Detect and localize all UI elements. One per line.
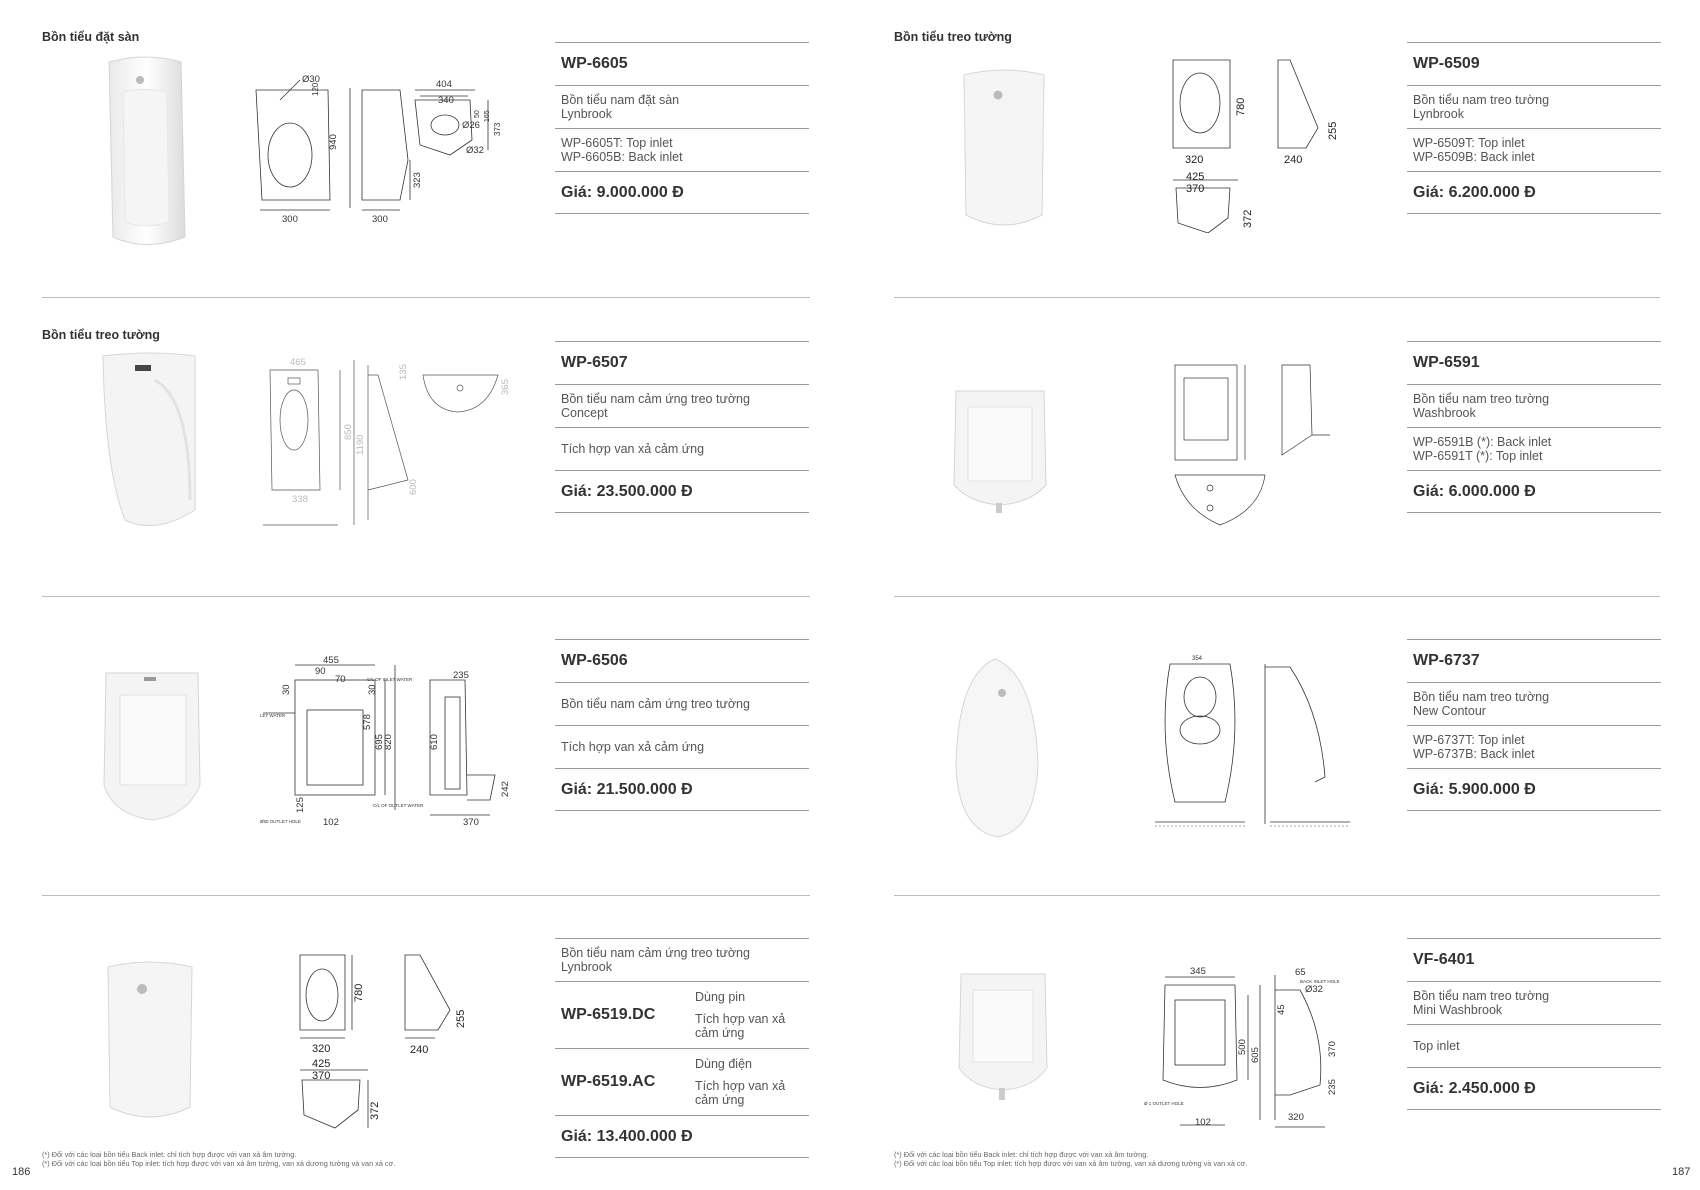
dim-label: 340 xyxy=(438,95,454,106)
dim-label: 600 xyxy=(408,479,419,495)
price: Giá: 23.500.000 Đ xyxy=(555,470,809,513)
row-divider xyxy=(894,297,1660,298)
product-photo-wp6507 xyxy=(95,350,205,535)
inlet-options: WP-6605T: Top inlet WP-6605B: Back inlet xyxy=(555,128,809,171)
dim-label: 940 xyxy=(328,134,339,150)
annotation: Ø 1 OUTLET HOLE xyxy=(1144,1101,1184,1106)
dim-label: 135 xyxy=(398,364,409,380)
product-description: Bồn tiểu nam treo tường Lynbrook xyxy=(1407,85,1661,128)
dim-label: 578 xyxy=(362,714,373,730)
dim-label: 323 xyxy=(412,172,423,188)
dim-label: 90 xyxy=(315,666,326,677)
dim-label: 404 xyxy=(436,79,452,90)
section-title: Bồn tiểu treo tường xyxy=(894,30,1012,44)
dim-label: 235 xyxy=(1327,1079,1338,1095)
dim-label: 610 xyxy=(429,734,440,750)
dim-label: 465 xyxy=(290,357,306,368)
technical-drawing-wp6737 xyxy=(1150,652,1360,832)
dim-label: 125 xyxy=(295,797,306,813)
dim-label: 102 xyxy=(1195,1117,1211,1128)
dim-label: 30 xyxy=(281,684,292,695)
dim-label: 235 xyxy=(453,670,469,681)
footnotes: (*) Đối với các loại bồn tiểu Back inlet: chỉ tích hợp được với van xả âm tường. (*) Đối với các loại bồn tiểu Top inlet: tích hợp được với van xả âm tường, van xả dương tường và van xả cơ. xyxy=(42,1150,396,1168)
dim-label: 370 xyxy=(463,817,479,828)
dim-label: Ø32 xyxy=(1305,984,1323,995)
dim-label: 240 xyxy=(1284,154,1303,166)
section-title: Bồn tiểu treo tường xyxy=(42,328,160,342)
dim-label: 820 xyxy=(383,734,394,750)
row-divider xyxy=(42,895,810,896)
price: Giá: 2.450.000 Đ xyxy=(1407,1067,1661,1110)
model-name: WP-6519.AC xyxy=(561,1073,656,1090)
model-name: WP-6605 xyxy=(555,42,809,85)
technical-drawing-wp6507 xyxy=(258,350,518,540)
product-photo-wp6506 xyxy=(98,665,206,825)
spec-table-wp6591 xyxy=(1407,341,1661,513)
dim-label: 695 xyxy=(374,734,385,750)
product-description: Bồn tiểu nam treo tường New Contour xyxy=(1407,682,1661,725)
spec-table-wp6737 xyxy=(1407,639,1661,811)
price: Giá: 13.400.000 Đ xyxy=(555,1115,809,1158)
variant-feature: Tích hợp van xả cảm ứng xyxy=(695,1079,786,1107)
dim-label: 605 xyxy=(1250,1047,1261,1063)
inlet-options: WP-6509T: Top inlet WP-6509B: Back inlet xyxy=(1407,128,1661,171)
feature: Tích hợp van xả cảm ứng xyxy=(555,725,809,768)
annotation: LET WATER xyxy=(260,713,286,718)
technical-drawing-wp6591 xyxy=(1170,360,1350,535)
technical-drawing-wp6519 xyxy=(290,950,485,1130)
variant-power: Dùng điện xyxy=(695,1057,752,1071)
dim-label: 780 xyxy=(1235,97,1247,116)
model-name: WP-6509 xyxy=(1407,42,1661,85)
product-photo-vf6401 xyxy=(955,968,1051,1103)
model-name: WP-6506 xyxy=(555,639,809,682)
dim-label: 240 xyxy=(410,1044,429,1056)
spec-table-wp6506 xyxy=(555,639,809,811)
technical-drawing-wp6509 xyxy=(1168,58,1348,233)
dim-label: 425 xyxy=(312,1058,331,1070)
price: Giá: 6.200.000 Đ xyxy=(1407,171,1661,214)
product-photo-wp6509 xyxy=(958,65,1050,235)
model-name: WP-6591 xyxy=(1407,341,1661,384)
dim-label: 345 xyxy=(1190,966,1206,977)
spec-table-wp6519 xyxy=(555,938,809,1158)
dim-label: 455 xyxy=(323,655,339,666)
dim-label: 45 xyxy=(1276,1004,1287,1015)
inlet-options: Top inlet xyxy=(1407,1024,1661,1067)
dim-label: 50 xyxy=(474,110,481,118)
dim-label: Ø32 xyxy=(466,145,484,156)
spec-table-wp6507 xyxy=(555,341,809,513)
dim-label: 370 xyxy=(1186,183,1205,195)
product-photo-wp6591 xyxy=(950,385,1050,515)
product-description: Bồn tiểu nam treo tường Washbrook xyxy=(1407,384,1661,427)
dim-label: 320 xyxy=(1288,1112,1304,1123)
dim-label: 370 xyxy=(1327,1041,1338,1057)
dim-label: 500 xyxy=(1237,1039,1248,1055)
product-description: Bồn tiểu nam cảm ứng treo tường Concept xyxy=(555,384,809,427)
row-divider xyxy=(42,297,810,298)
dim-label: 30 xyxy=(367,684,378,695)
product-description: Bồn tiểu nam treo tường Mini Washbrook xyxy=(1407,981,1661,1024)
variant-row xyxy=(555,1048,809,1115)
annotation: C/L OF INLET WATER xyxy=(367,677,413,682)
spec-table-vf6401 xyxy=(1407,938,1661,1110)
dim-label: 300 xyxy=(372,214,388,225)
row-divider xyxy=(894,596,1660,597)
dim-label: Ø26 xyxy=(462,120,480,131)
dim-label: 165 xyxy=(484,110,491,122)
product-photo-wp6737 xyxy=(950,655,1045,840)
technical-drawing-vf6401 xyxy=(1140,955,1365,1135)
dim-label: 354 xyxy=(1192,656,1203,662)
model-name: WP-6507 xyxy=(555,341,809,384)
product-description: Bồn tiểu nam đặt sàn Lynbrook xyxy=(555,85,809,128)
technical-drawing-wp6506 xyxy=(255,655,520,830)
annotation: C/L OF OUTLET WATER xyxy=(373,803,424,808)
product-description: Bồn tiểu nam cảm ứng treo tường Lynbrook xyxy=(555,938,809,981)
product-description: Bồn tiểu nam cảm ứng treo tường xyxy=(555,682,809,725)
product-photo-wp6605 xyxy=(95,52,195,252)
dim-label: 338 xyxy=(292,494,308,505)
section-title: Bồn tiểu đặt sàn xyxy=(42,30,140,44)
spec-table-wp6605 xyxy=(555,42,809,214)
dim-label: 65 xyxy=(1295,967,1306,978)
dim-label: 780 xyxy=(353,983,365,1002)
model-name: VF-6401 xyxy=(1407,938,1661,981)
footnotes: (*) Đối với các loại bồn tiểu Back inlet: chỉ tích hợp được với van xả âm tường. (*) Đối với các loại bồn tiểu Top inlet: tích hợp được với van xả âm tường, van xả dương tường và van xả cơ. xyxy=(894,1150,1248,1168)
dim-label: 300 xyxy=(282,214,298,225)
dim-label: 255 xyxy=(455,1009,467,1028)
page-number: 186 xyxy=(12,1166,31,1178)
page-number: 187 xyxy=(1672,1166,1691,1178)
dim-label: 372 xyxy=(1242,209,1254,228)
dim-label: 373 xyxy=(493,122,502,136)
model-name: WP-6519.DC xyxy=(561,1006,656,1023)
inlet-options: WP-6737T: Top inlet WP-6737B: Back inlet xyxy=(1407,725,1661,768)
product-photo-wp6519 xyxy=(102,957,198,1127)
inlet-options: WP-6591B (*): Back inlet WP-6591T (*): Top inlet xyxy=(1407,427,1661,470)
dim-label: 1190 xyxy=(355,434,366,455)
variant-power: Dùng pin xyxy=(695,990,746,1004)
dim-label: 120 xyxy=(311,82,320,96)
dim-label: 242 xyxy=(500,781,511,797)
model-name: WP-6737 xyxy=(1407,639,1661,682)
dim-label: 370 xyxy=(312,1070,331,1082)
dim-label: 70 xyxy=(335,674,346,685)
dim-label: 850 xyxy=(343,424,354,440)
annotation: Ø50 OUTLET HOLE xyxy=(260,819,301,824)
dim-label: 320 xyxy=(1185,154,1204,166)
price: Giá: 21.500.000 Đ xyxy=(555,768,809,811)
row-divider xyxy=(42,596,810,597)
dim-label: 425 xyxy=(1186,171,1205,183)
row-divider xyxy=(894,895,1660,896)
dim-label: Ø30 xyxy=(302,74,320,85)
variant-feature: Tích hợp van xả cảm ứng xyxy=(695,1012,786,1040)
spec-table-wp6509 xyxy=(1407,42,1661,214)
price: Giá: 5.900.000 Đ xyxy=(1407,768,1661,811)
dim-label: 372 xyxy=(369,1101,381,1120)
feature: Tích hợp van xả cảm ứng xyxy=(555,427,809,470)
dim-label: 320 xyxy=(312,1043,331,1055)
annotation: BACK INLET HOLE xyxy=(1300,979,1340,984)
dim-label: 365 xyxy=(500,379,511,395)
technical-drawing-wp6605 xyxy=(250,70,515,230)
variant-row xyxy=(555,981,809,1048)
price: Giá: 9.000.000 Đ xyxy=(555,171,809,214)
price: Giá: 6.000.000 Đ xyxy=(1407,470,1661,513)
dim-label: 255 xyxy=(1327,121,1339,140)
dim-label: 102 xyxy=(323,817,339,828)
